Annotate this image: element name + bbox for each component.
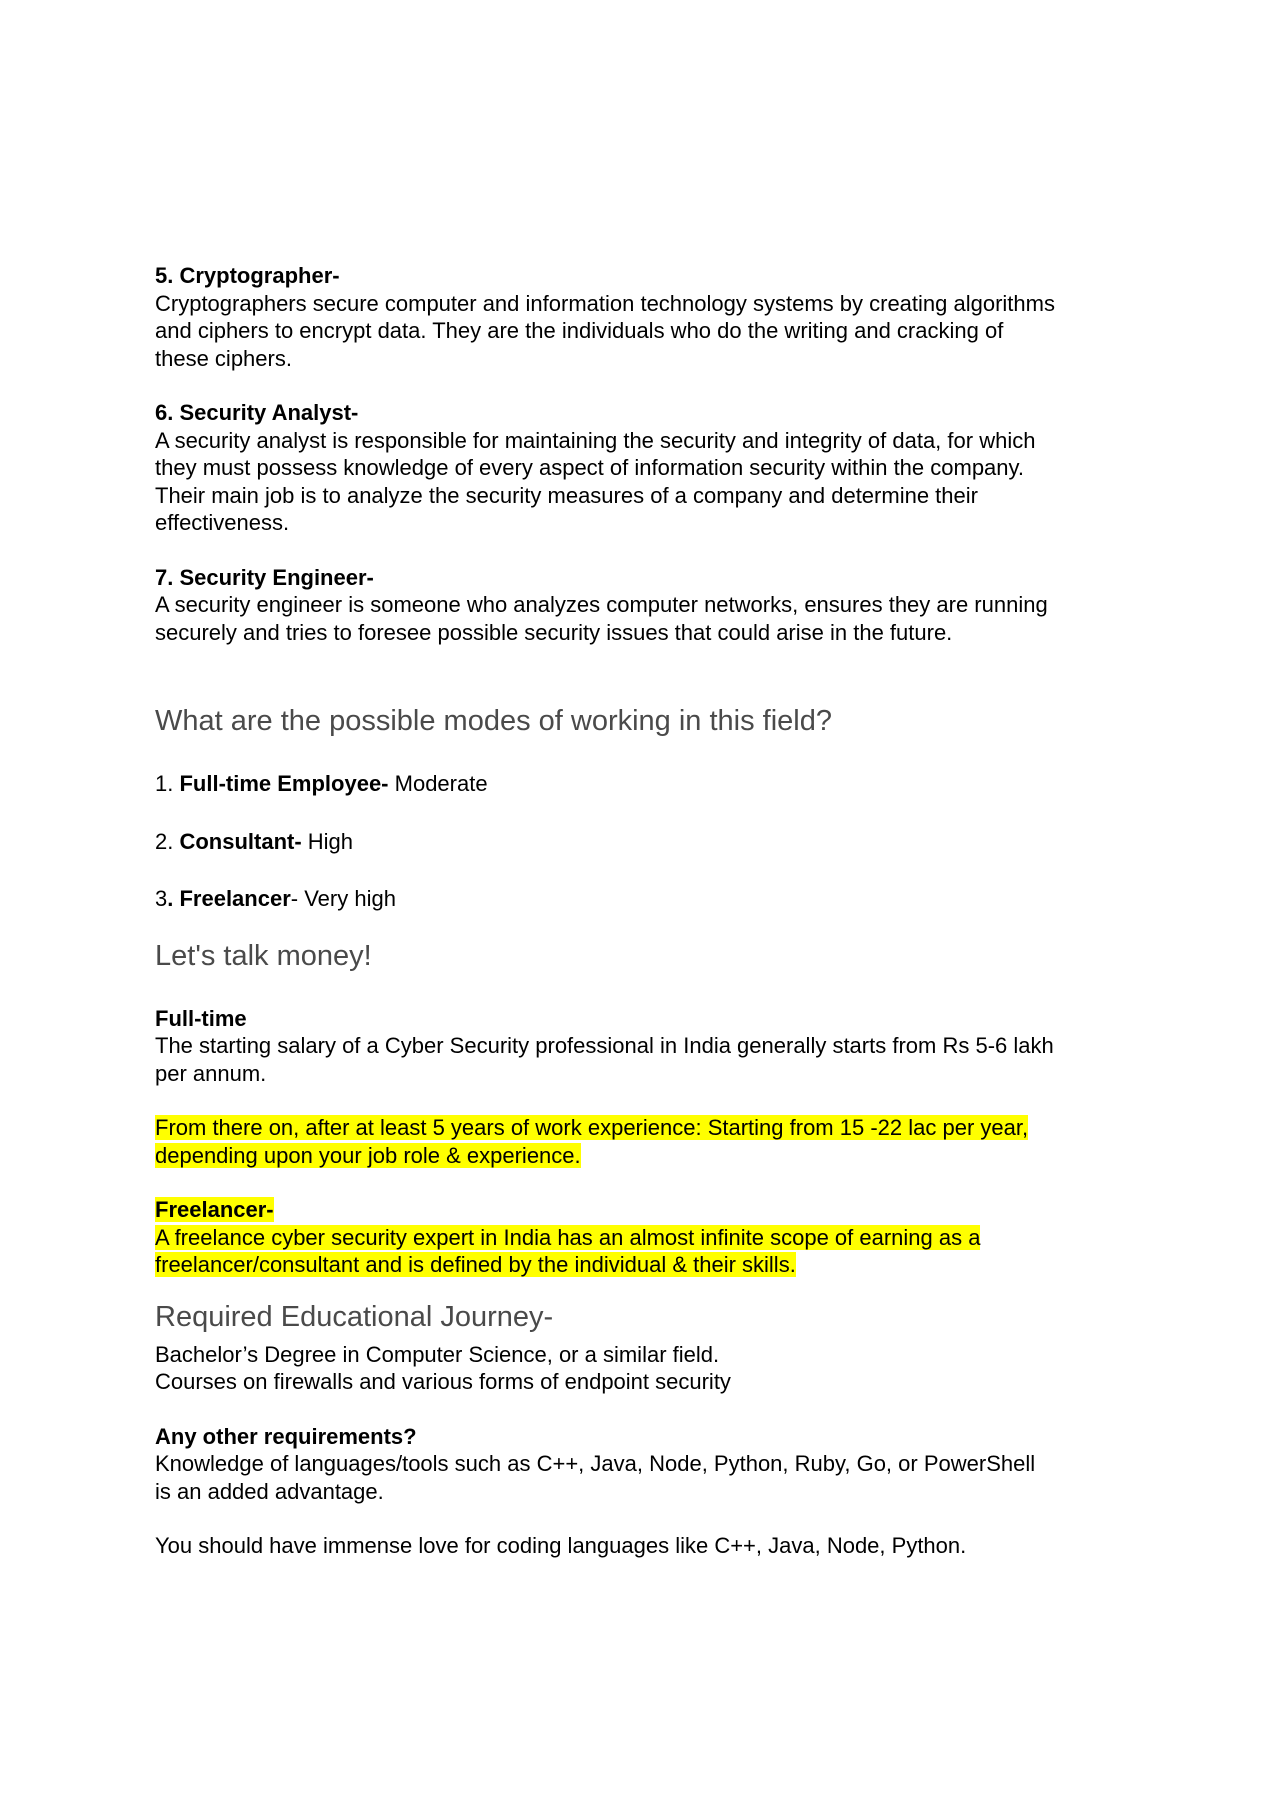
other-line-1: Knowledge of languages/tools such as C++, Java, Node, Python, Ruby, Go, or PowerShell <box>155 1451 1036 1476</box>
engineer-title: 7. Security Engineer- <box>155 564 374 590</box>
money-heading: Let's talk money! <box>155 939 372 972</box>
education-line-1: Bachelor’s Degree in Computer Science, or a similar field. <box>155 1341 720 1367</box>
education-heading: Required Educational Journey- <box>155 1300 554 1333</box>
engineer-line-2: securely and tries to foresee possible security issues that could arise in the future. <box>155 619 953 645</box>
highlight-line-1: From there on, after at least 5 years of work experience: Starting from 15 -22 lac per year, <box>155 1115 1029 1140</box>
cryptographer-line-1: Cryptographers secure computer and information technology systems by creating algorithms <box>155 290 1055 316</box>
freelancer-section <box>155 1196 1135 1279</box>
modes-heading: What are the possible modes of working in this field? <box>155 705 833 737</box>
freelancer-title: Freelancer- <box>155 1197 274 1222</box>
freelancer-line-2: freelancer/consultant and is defined by the individual & their skills. <box>155 1252 796 1277</box>
analyst-line-2: they must possess knowledge of every aspect of information security within the company. <box>155 455 1025 480</box>
analyst-line-3: Their main job is to analyze the security measures of a company and determine their <box>155 482 978 508</box>
cryptographer-line-2: and ciphers to encrypt data. They are the individuals who do the writing and cracking of <box>155 318 1004 343</box>
highlight-line-2: depending upon your job role & experience. <box>155 1142 581 1168</box>
freelancer-line-1: A freelance cyber security expert in India has an almost infinite scope of earning as a <box>155 1224 981 1250</box>
highlighted-salary-note <box>155 1114 1135 1169</box>
mode-label: . Freelancer <box>167 886 291 911</box>
fulltime-title: Full-time <box>155 1005 247 1031</box>
education-section <box>155 1341 1135 1396</box>
other-title: Any other requirements? <box>155 1423 417 1449</box>
analyst-line-1: A security analyst is responsible for maintaining the security and integrity of data, for which <box>155 427 1036 453</box>
mode-label: Full-time Employee- <box>179 771 389 796</box>
mode-item: 1. Full-time Employee- Moderate <box>155 771 488 796</box>
mode-label: Consultant- <box>179 828 302 854</box>
analyst-title: 6. Security Analyst- <box>155 400 359 425</box>
mode-item: 2. Consultant- High <box>155 828 354 854</box>
fulltime-section <box>155 1005 1135 1088</box>
other-line-2: is an added advantage. <box>155 1478 384 1504</box>
fulltime-line-1: The starting salary of a Cyber Security professional in India generally starts from Rs 5-6 lakh <box>155 1033 1054 1058</box>
other-requirements-section <box>155 1423 1135 1560</box>
document-page <box>155 262 1135 1560</box>
cryptographer-section <box>155 262 1135 372</box>
cryptographer-line-3: these ciphers. <box>155 345 292 371</box>
cryptographer-title: 5. Cryptographer- <box>155 263 340 288</box>
security-analyst-section <box>155 399 1135 537</box>
fulltime-line-2: per annum. <box>155 1060 267 1086</box>
analyst-line-4: effectiveness. <box>155 510 290 535</box>
education-line-2: Courses on firewalls and various forms of endpoint security <box>155 1369 731 1394</box>
engineer-line-1: A security engineer is someone who analyzes computer networks, ensures they are running <box>155 592 1048 617</box>
other-line-3: You should have immense love for coding languages like C++, Java, Node, Python. <box>155 1533 967 1558</box>
mode-item: 3. Freelancer- Very high <box>155 886 396 911</box>
security-engineer-section <box>155 564 1135 647</box>
